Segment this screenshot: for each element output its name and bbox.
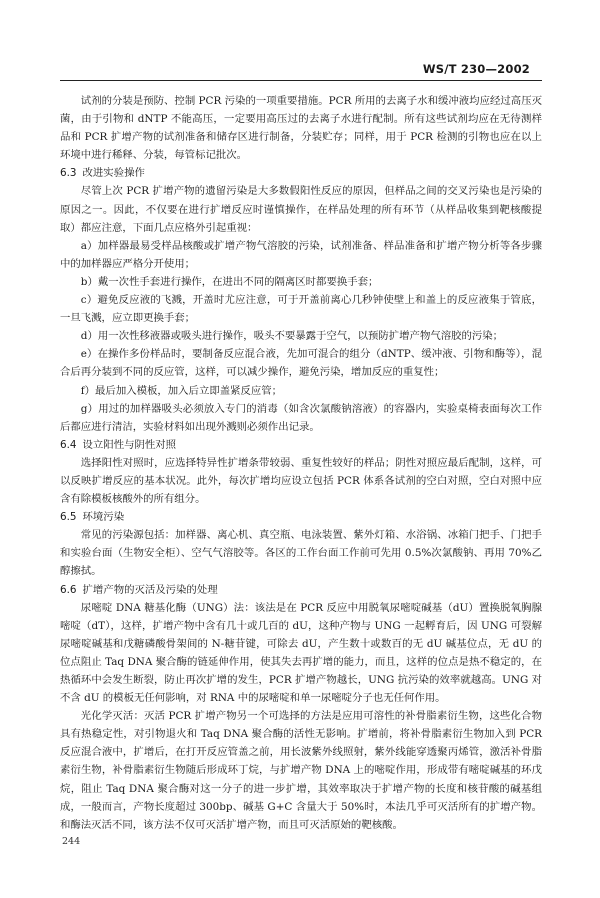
section-title: 扩增产物的灭活及污染的处理 (82, 583, 218, 596)
list-item-b: b）戴一次性手套进行操作，在进出不同的隔离区时都要换手套； (80, 275, 379, 288)
paragraph-6-5-body: 常见的污染源包括：加样器、离心机、真空瓶、电泳装置、紫外灯箱、水浴锅、冰箱门把手、门把手和实验台面（生物安全柜）、空气气溶胶等。各区的工作台面工作前可先用 0.5%次氯酸钠、再用 70%乙醇擦拭。 (60, 529, 542, 578)
paragraph-photochemical-inactivation: 光化学灭活：灭活 PCR 扩增产物另一个可选择的方法是应用可溶性的补骨脂素衍生物，这些化合物具有热稳定性，对引物退火和 Taq DNA 聚合酶的活性无影响。扩增前，将补骨脂素衍生物加入到 PCR 反应混合液中，扩增后，在打开反应管盖之前，用长波紫外线照射，紫外线能穿透聚丙烯管，激活补骨脂素衍生物，补骨脂素衍生物随后形成环丁烷，与扩增产物 DNA 上的嘧啶作用，形成带有嘧啶碱基的环戊烷，阻止 Taq DNA 聚合酶对这一分子的进一步扩增，其效率取决于扩增产物的长度和核苷酸的碱基组成，一般而言，产物长度超过 300bp、碱基 G+C 含量大于 50%时，本法几乎可灭活所有的扩增产物。和酶法灭活不同，该方法不仅可灭活扩增产物，而且可灭活原始的靶核酸。 (60, 710, 542, 831)
section-number: 6.6 (60, 583, 77, 596)
list-item-d: d）用一次性移液器或吸头进行操作，吸头不要暴露于空气，以预防扩增产物气溶胶的污染； (80, 330, 504, 343)
section-heading-6-6 (60, 581, 542, 599)
document-body (60, 92, 542, 834)
section-title: 设立阳性与阴性对照 (82, 438, 177, 451)
standard-number-header: WS/T 230—2002 (422, 62, 530, 76)
section-number: 6.3 (60, 167, 77, 180)
section-number: 6.4 (60, 438, 77, 451)
section-number: 6.5 (60, 511, 77, 524)
header-rule (60, 80, 542, 81)
section-heading-6-5 (60, 508, 542, 526)
paragraph-reagent-aliquoting: 试剂的分装是预防、控制 PCR 污染的一项重要措施。PCR 所用的去离子水和缓冲液均应经过高压灭菌，由于引物和 dNTP 不能高压，一定要用高压过的去离子水进行配制。所有这些试剂均应在无待测样品和 PCR 扩增产物的试剂准备和储存区进行制备，分装贮存；同样，用于 PCR 检测的引物也应在以上环境中进行稀释、分装，每管标记批次。 (60, 95, 542, 162)
list-item-c: c）避免反应液的飞溅，开盖时尤应注意，可于开盖前离心几秒钟使壁上和盖上的反应液集于管底，一旦飞溅，应立即更换手套； (60, 294, 542, 325)
paragraph-6-4-body: 选择阳性对照时，应选择特异性扩增条带较弱、重复性较好的样品；阴性对照应最后配制，这样，可以反映扩增反应的基本状况。此外，每次扩增均应设立包括 PCR 体系各试剂的空白对照，空白对照中应含有除模板核酸外的所有组分。 (60, 456, 542, 506)
list-item-e: e）在操作多份样品时，要制备反应混合液，先加可混合的组分（dNTP、缓冲液、引物和酶等），混合后再分装到不同的反应管，这样，可以减少操作，避免污染，增加反应的重复性； (60, 348, 542, 379)
page-number: 244 (62, 836, 81, 847)
list-item-f: f）最后加入模板，加入后立即盖紧反应管； (80, 384, 283, 397)
section-heading-6-4 (60, 436, 542, 454)
section-heading-6-3 (60, 164, 542, 182)
list-item-a: a）加样器最易受样品核酸或扩增产物气溶胶的污染，试剂准备、样品准备和扩增产物分析等各步骤中的加样器应严格分开使用； (60, 239, 542, 270)
paragraph-6-3-intro: 尽管上次 PCR 扩增产物的遗留污染是大多数假阳性反应的原因，但样品之间的交叉污染也是污染的原因之一。因此，不仅要在进行扩增反应时谨慎操作，在样品处理的所有环节（从样品收集到靶核酸提取）都应注意，下面几点应格外引起重视： (60, 185, 542, 234)
section-title: 改进实验操作 (82, 167, 145, 180)
section-title: 环境污染 (82, 511, 125, 524)
paragraph-ung-method: 尿嘧啶 DNA 糖基化酶（UNG）法：该法是在 PCR 反应中用脱氧尿嘧啶碱基（dU）置换脱氧胸腺嘧啶（dT），这样，扩增产物中含有几十或几百的 dU，这种产物与 UNG 一起孵育后，因 UNG 可裂解尿嘧啶碱基和戊糖磷酸骨架间的 N-糖苷键，可除去 dU，产生数十或数百的无 dU 碱基位点，无 dU 的位点阻止 Taq DNA 聚合酶的链延伸作用，使其失去再扩增的能力，而且，这样的位点是热不稳定的，在热循环中会发生断裂，防止再次扩增的发生，PCR 扩增产物越长，UNG 抗污染的效率就越高。UNG 对不含 dU 的模板无任何影响，对 RNA 中的尿嘧啶和单一尿嘧啶分子也无任何作用。 (60, 601, 542, 705)
list-item-g: g）用过的加样器吸头必须放入专门的消毒（如含次氯酸钠溶液）的容器内，实验桌椅表面每次工作后都应进行清洁，实验材料如出现外溅则必须作出记录。 (60, 402, 542, 433)
